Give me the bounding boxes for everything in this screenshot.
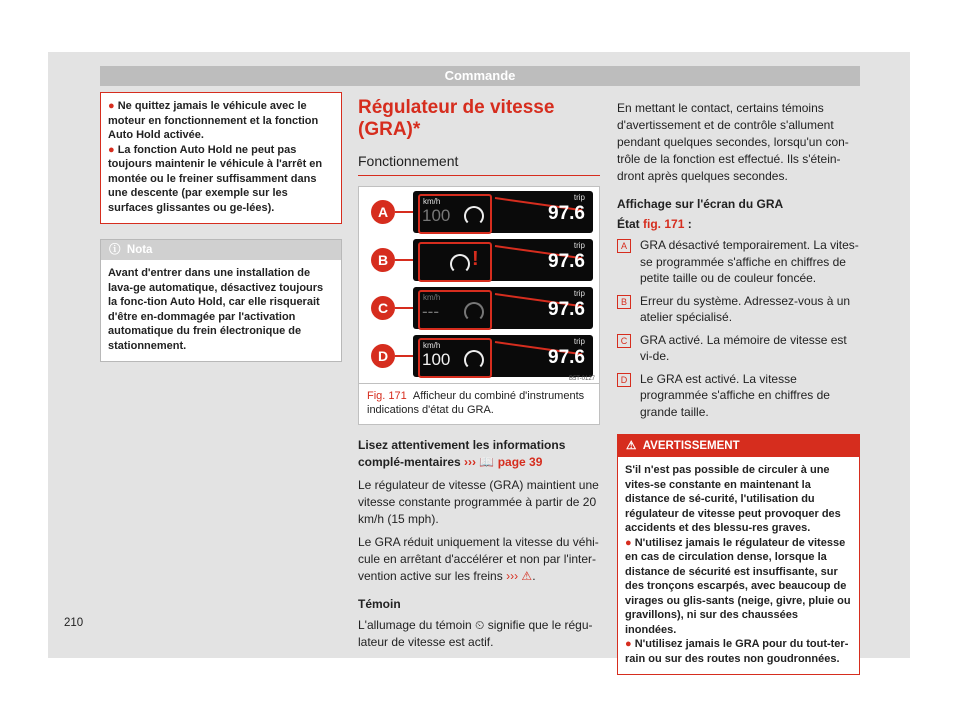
- panel-c: [367, 287, 593, 329]
- trip-label: trip: [573, 337, 585, 346]
- display-screen: [413, 239, 593, 281]
- state-letter: D: [617, 373, 631, 387]
- middle-column: [358, 92, 600, 651]
- paragraph: L'allumage du témoin ⏲ signifie que le régu-lateur de vitesse est actif.: [358, 618, 593, 649]
- display-screen: [413, 287, 593, 329]
- paragraph: Le régulateur de vitesse (GRA) maintient une vitesse constante programmée à partir de 20 km/h (15 mph).: [358, 478, 599, 526]
- figure-caption: Fig. 171 Afficheur du combiné d'instruments indications d'état du GRA.: [359, 383, 599, 424]
- set-speed: ---: [422, 302, 439, 321]
- note-box: [100, 239, 342, 362]
- state-item: C GRA activé. La mémoire de vitesse est vi-de.: [617, 332, 860, 365]
- bullet-icon: ●: [625, 638, 635, 650]
- intro-paragraph: En mettant le contact, certains témoins d'avertissement et de contrôle s'allument pendant quelques secondes, lorsqu'un con-trôle de la fonction est effectué. Ils s'étein-dront après quelques secondes.: [617, 101, 849, 183]
- affichage-heading: Affichage sur l'écran du GRA: [617, 197, 784, 211]
- left-column: [100, 92, 342, 362]
- cruise-dial-icon: [464, 206, 484, 226]
- book-icon: 📖: [479, 455, 495, 469]
- instrument-display-figure: [359, 187, 599, 383]
- panel-b: [367, 239, 593, 281]
- page-header: Commande: [100, 66, 860, 86]
- etat-line: État fig. 171 :: [617, 217, 692, 231]
- warning-intro: S'il n'est pas possible de circuler à une vites-se constante en maintenant la distance de sé-curité, l'utilisation du régulateur de vitesse peut provoquer des accidents et des blessu-res graves.: [625, 464, 841, 534]
- warning-header: ⚠ AVERTISSEMENT: [618, 435, 859, 457]
- lead-paragraph: Lisez attentivement les informations complé-mentaires ››› 📖 page 39: [358, 438, 566, 469]
- note-header: ⓘ Nota: [101, 240, 341, 260]
- display-screen: [413, 191, 593, 233]
- page-link[interactable]: page 39: [497, 455, 543, 469]
- panel-letter: B: [371, 248, 395, 272]
- set-speed: 100: [422, 206, 451, 225]
- state-letter: C: [617, 334, 631, 348]
- panel-d: [367, 335, 593, 377]
- state-item: B Erreur du système. Adressez-vous à un atelier spécialisé.: [617, 293, 860, 326]
- bullet-icon: ●: [108, 143, 118, 156]
- trip-label: trip: [573, 193, 585, 202]
- cruise-dial-icon: [464, 302, 484, 322]
- ref-arrow-icon: ›››: [506, 569, 519, 583]
- warning-box: [617, 434, 860, 675]
- warning-item: ● La fonction Auto Hold ne peut pas toujours maintenir le véhicule à l'arrêt en montée ou le freiner suffisamment dans une descente (par exemple sur les surfaces glissantes ou ge-lées).: [108, 143, 323, 214]
- section-subtitle: Fonctionnement: [358, 153, 600, 176]
- page-number: 210: [64, 617, 84, 629]
- bullet-icon: ●: [625, 536, 635, 549]
- info-icon: ⓘ: [109, 244, 127, 256]
- warning-item: ● N'utilisez jamais le GRA pour du tout-ter-rain ou sur des routes non goudronnées.: [625, 638, 849, 665]
- trip-value: 97.6: [548, 251, 585, 272]
- trip-value: 97.6: [548, 203, 585, 224]
- figure-171: [358, 186, 600, 425]
- warning-exclamation-icon: !: [472, 248, 479, 270]
- trip-value: 97.6: [548, 299, 585, 320]
- section-title: Régulateur de vitesse (GRA)*: [358, 97, 555, 140]
- warning-triangle-icon: ⚠: [521, 569, 533, 583]
- trip-value: 97.6: [548, 347, 585, 368]
- panel-letter: D: [371, 344, 395, 368]
- warning-triangle-icon: ⚠: [626, 440, 643, 452]
- trip-label: trip: [573, 289, 585, 298]
- warning-item: ● N'utilisez jamais le régulateur de vitesse en cas de circulation dense, lorsque la distance de sécurité est insuffisante, sur des tronçons escarpés, avec beaucoup de virages ou glis-sants (neige, givre, pluie ou gravillons), ni sur des chaussées inondées.: [625, 536, 851, 636]
- bullet-icon: ●: [108, 100, 118, 112]
- panel-a: [367, 191, 593, 233]
- paragraph: Le GRA réduit uniquement la vitesse du véhi-cule en arrêtant d'accélérer et non par l'inter-vention active sur les freins ››› ⚠.: [358, 535, 599, 583]
- right-column: [617, 92, 860, 675]
- state-item: A GRA désactivé temporairement. La vites-se programmée s'affiche en chiffres de petite taille ou de couleur foncée.: [617, 237, 860, 287]
- speed-unit: km/h: [423, 293, 441, 302]
- panel-letter: C: [371, 296, 395, 320]
- set-speed: 100: [422, 350, 451, 369]
- warning-box: [100, 92, 342, 224]
- speed-unit: km/h: [423, 341, 441, 350]
- cruise-control-icon: ⏲: [475, 618, 485, 632]
- figure-link[interactable]: fig. 171: [643, 217, 685, 231]
- speed-unit: km/h: [423, 197, 441, 206]
- state-item: D Le GRA est activé. La vitesse programmée s'affiche en chiffres de grande taille.: [617, 371, 860, 421]
- trip-label: trip: [573, 241, 585, 250]
- figure-label: Fig. 171: [367, 390, 407, 402]
- display-screen: [413, 335, 593, 377]
- note-text: Avant d'entrer dans une installation de lava-ge automatique, désactivez toujours la fonc-tion Auto Hold, car elle risquerait d'être en-dommagée par l'activation automatique du frein électronique de stationnement.: [108, 267, 324, 352]
- panel-letter: A: [371, 200, 395, 224]
- temoin-heading: Témoin: [358, 597, 401, 611]
- state-letter: B: [617, 295, 631, 309]
- ref-arrow-icon: ›››: [464, 455, 477, 469]
- state-letter: A: [617, 239, 631, 253]
- cruise-dial-icon: [450, 254, 470, 274]
- warning-item: ● Ne quittez jamais le véhicule avec le moteur en fonctionnement et la fonction Auto Hold activée.: [108, 100, 319, 141]
- figure-code: B5T-0127: [568, 376, 595, 382]
- cruise-dial-icon: [464, 350, 484, 370]
